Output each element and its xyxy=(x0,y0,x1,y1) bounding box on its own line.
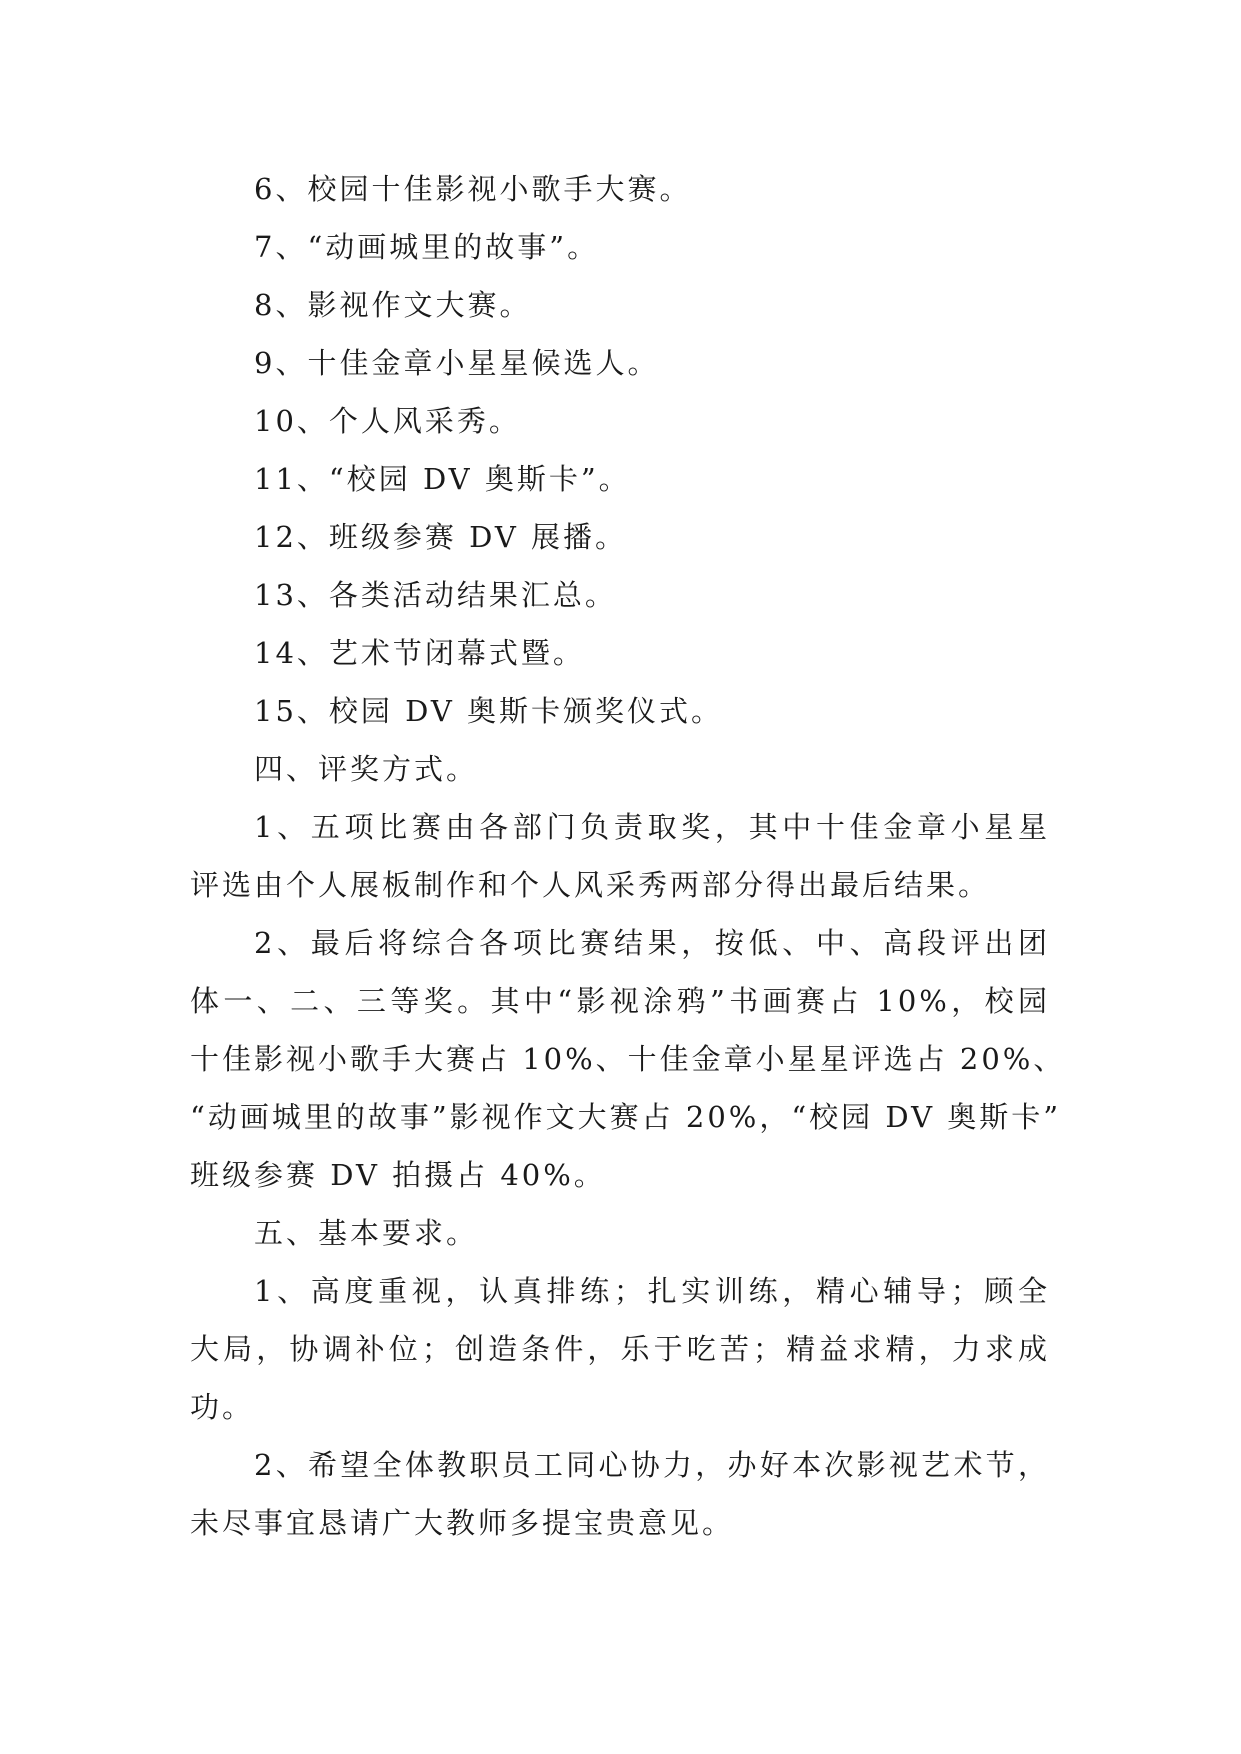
paragraph xyxy=(190,798,1050,914)
list-item: 7、“动画城里的故事”。 xyxy=(254,230,600,264)
paragraph-line: “动画城里的故事”影视作文大赛占 20%，“校园 DV 奥斯卡” xyxy=(190,1100,1062,1134)
list-item: 15、校园 DV 奥斯卡颁奖仪式。 xyxy=(254,694,724,728)
list-item: 11、“校园 DV 奥斯卡”。 xyxy=(254,462,631,496)
paragraph-line: 1、五项比赛由各部门负责取奖，其中十佳金章小星星 xyxy=(254,810,1050,844)
paragraph-line: 班级参赛 DV 拍摄占 40%。 xyxy=(190,1158,606,1192)
paragraph-line: 大局，协调补位；创造条件，乐于吃苦；精益求精，力求成 xyxy=(190,1332,1050,1366)
paragraph-line: 1、高度重视，认真排练；扎实训练，精心辅导；顾全 xyxy=(254,1274,1050,1308)
list-item: 12、班级参赛 DV 展播。 xyxy=(254,520,628,554)
section-basic-requirements xyxy=(190,1204,1050,1552)
paragraph-line: 未尽事宜恳请广大教师多提宝贵意见。 xyxy=(190,1506,735,1540)
section-heading: 四、评奖方式。 xyxy=(254,752,479,786)
paragraph-line: 体一、二、三等奖。其中“影视涂鸦”书画赛占 10%，校园 xyxy=(190,984,1050,1018)
list-item: 9、十佳金章小星星候选人。 xyxy=(254,346,660,380)
paragraph-line: 十佳影视小歌手大赛占 10%、十佳金章小星星评选占 20%、 xyxy=(190,1042,1066,1076)
paragraph-line: 评选由个人展板制作和个人风采秀两部分得出最后结果。 xyxy=(190,868,991,902)
list-item: 14、艺术节闭幕式暨。 xyxy=(254,636,585,670)
paragraph-line: 功。 xyxy=(190,1390,255,1424)
paragraph-line: 2、最后将综合各项比赛结果，按低、中、高段评出团 xyxy=(254,926,1050,960)
list-item: 6、校园十佳影视小歌手大赛。 xyxy=(254,172,692,206)
activity-list xyxy=(190,160,1050,740)
list-item: 13、各类活动结果汇总。 xyxy=(254,578,617,612)
section-heading: 五、基本要求。 xyxy=(254,1216,479,1250)
document-body xyxy=(190,160,1066,1552)
paragraph xyxy=(190,1262,1050,1436)
paragraph xyxy=(190,914,1066,1204)
paragraph-line: 2、希望全体教职员工同心协力，办好本次影视艺术节， xyxy=(254,1448,1050,1482)
section-award-method xyxy=(190,740,1066,1204)
list-item: 8、影视作文大赛。 xyxy=(254,288,532,322)
list-item: 10、个人风采秀。 xyxy=(254,404,521,438)
paragraph xyxy=(190,1436,1050,1552)
